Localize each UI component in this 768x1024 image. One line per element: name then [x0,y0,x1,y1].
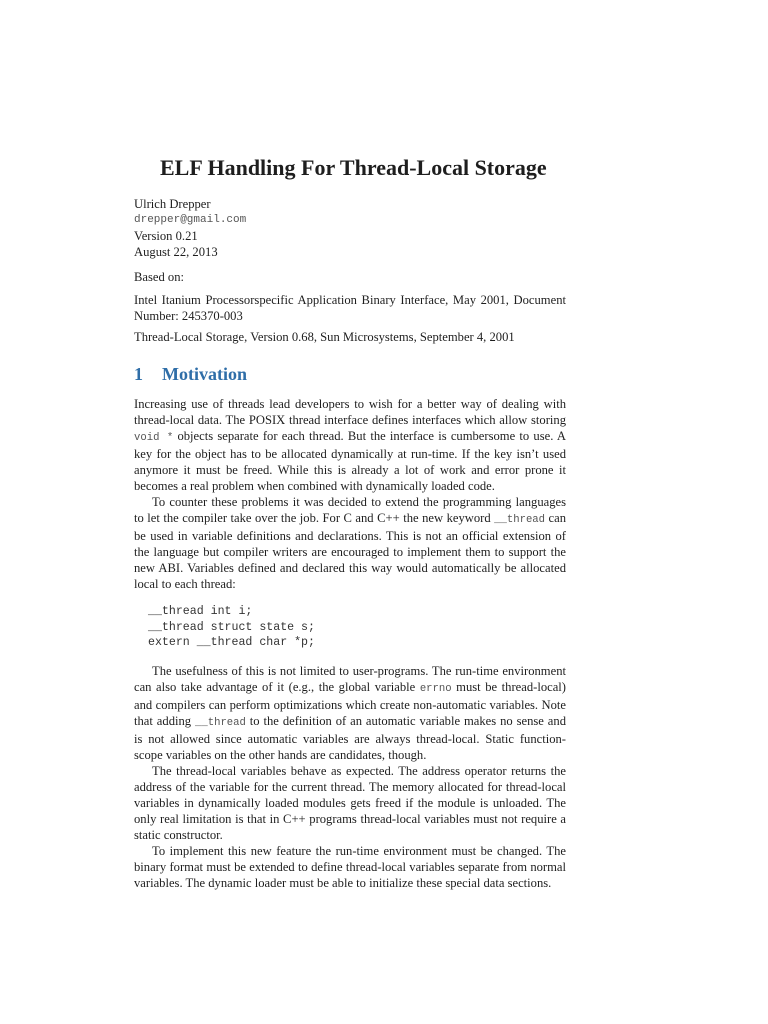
paragraph-1-text-b: objects separate for each thread. But the interface is cumbersome to use. A key for the object has to be allocated dynamically at run-time. If the key isn’t used anymore it must be freed. While this is already a lot of work and error prone it becomes a real problem when combined with dynamically loaded code. [134,429,566,493]
section-body [134,396,566,891]
author-name: Ulrich Drepper [134,197,211,211]
code-example [148,604,566,651]
section-title: Motivation [162,364,247,384]
paragraph-3-text-a: The usefulness of this is not limited to user-programs. The run-time environment can also take advantage of it (e.g., the global variable [134,663,566,694]
code-line: __thread int i; [148,605,253,618]
paragraph-1 [134,396,566,494]
paper-title: ELF Handling For Thread-Local Storage [160,155,547,180]
paragraph-3-text-b: must be thread-local) and compilers can perform optimizations which create non-automatic variables. Note that adding [134,679,566,728]
paragraph-5: To implement this new feature the run-time environment must be changed. The binary format must be extended to define thread-local variables separate from normal variables. The dynamic loader must be able to initialize these special data sections. [134,843,566,890]
reference-itanium-abi: Intel Itanium Processorspecific Application Binary Interface, May 2001, Document Number: 245370-003 [134,293,566,323]
publication-date: August 22, 2013 [134,245,218,259]
code-line: __thread struct state s; [148,620,315,634]
based-on-label: Based on: [134,270,185,284]
inline-code-thread-keyword: __thread [195,716,246,729]
paragraph-1-text-a: Increasing use of threads lead developers to wish for a better way of dealing with thread-local data. The POSIX thread interface defines interfaces which allow storing [134,397,566,427]
paragraph-2 [134,494,566,592]
section-heading [134,362,247,386]
version-label: Version 0.21 [134,229,198,243]
based-on-block [134,269,566,345]
paragraph-2-text-a: To counter these problems it was decided to extend the programming languages to let the compiler take over the job. For C and C++ the new keyword [134,495,566,525]
paragraph-3-text-c: to the definition of an automatic variable makes no sense and is not allowed since automatic variables are always thread-local. Static function-scope variables on the other hands are candidates, though. [134,713,566,762]
inline-code-thread-keyword: __thread [494,514,546,526]
paragraph-4: The thread-local variables behave as expected. The address operator returns the address of the variable for the current thread. The memory allocated for thread-local variables in dynamically loaded modules gets freed if the module is unloaded. The only real limitation is that in C++ programs thread-local variables must not require a static constructor. [134,763,566,842]
inline-code-errno: errno [419,682,452,695]
reference-sun-tls: Thread-Local Storage, Version 0.68, Sun Microsystems, September 4, 2001 [134,330,515,344]
paragraph-3 [134,663,566,763]
paragraph-2-text-b: can be used in variable definitions and declarations. This is not an official extension of the language but compiler writers are encouraged to implement them to support the new ABI. Variables defined and declared this way would automatically be allocated local to each thread: [134,511,566,591]
code-line: extern __thread char *p; [148,636,315,649]
inline-code-void-ptr: void * [134,432,174,444]
author-block [134,196,246,260]
author-email: drepper@gmail.com [134,214,247,226]
section-number: 1 [134,364,143,384]
